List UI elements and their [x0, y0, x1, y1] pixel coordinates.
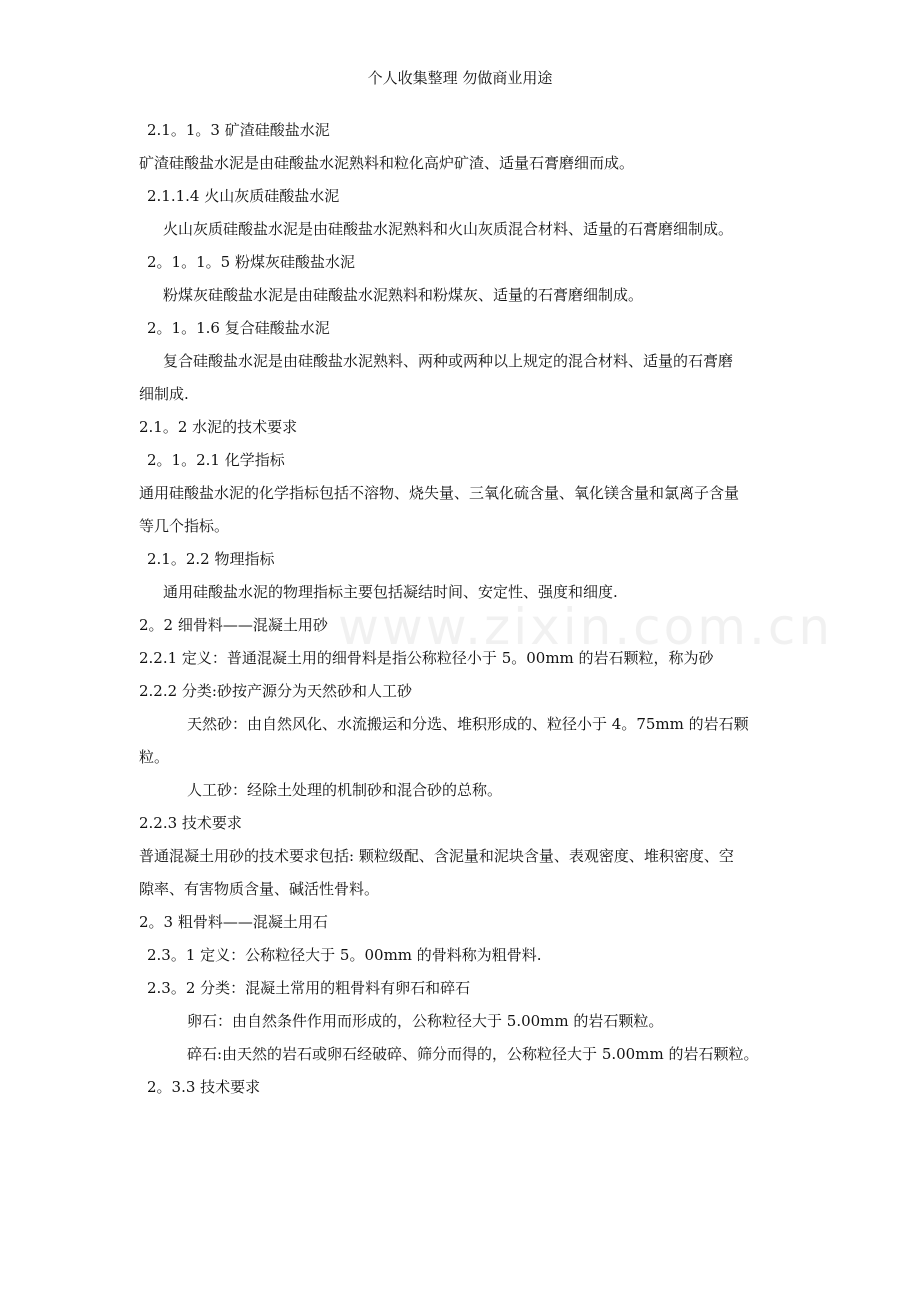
paragraph-line: 粉煤灰硅酸盐水泥是由硅酸盐水泥熟料和粉煤灰、适量的石膏磨细制成。	[163, 286, 644, 304]
paragraph-line: 隙率、有害物质含量、碱活性骨料。	[139, 880, 380, 898]
paragraph-line: 人工砂：经除土处理的机制砂和混合砂的总称。	[187, 781, 503, 799]
page-header: 个人收集整理 勿做商业用途	[367, 69, 553, 87]
paragraph-line: 2.2.2 分类:砂按产源分为天然砂和人工砂	[139, 682, 412, 700]
paragraph-line: 2.3。1 定义：公称粒径大于 5。00mm 的骨料称为粗骨料.	[147, 946, 542, 964]
paragraph-line: 火山灰质硅酸盐水泥是由硅酸盐水泥熟料和火山灰质混合材料、适量的石膏磨细制成。	[163, 220, 734, 238]
section-heading-2-2: 2。2 细骨料——混凝土用砂	[139, 616, 328, 634]
paragraph-line: 等几个指标。	[139, 517, 230, 535]
section-heading-2-1-1-3: 2.1。1。3 矿渣硅酸盐水泥	[147, 121, 330, 139]
section-heading-2-1-1-4: 2.1.1.4 火山灰质硅酸盐水泥	[147, 187, 340, 205]
section-heading-2-1-2-1: 2。1。2.1 化学指标	[147, 451, 285, 469]
paragraph-line: 粒。	[139, 748, 170, 766]
paragraph-line: 矿渣硅酸盐水泥是由硅酸盐水泥熟料和粒化高炉矿渣、适量石膏磨细而成。	[139, 154, 635, 172]
section-heading-2-2-3: 2.2.3 技术要求	[139, 814, 242, 832]
section-heading-2-3-3: 2。3.3 技术要求	[147, 1078, 261, 1096]
section-heading-2-1-2-2: 2.1。2.2 物理指标	[147, 550, 275, 568]
paragraph-line: 通用硅酸盐水泥的化学指标包括不溶物、烧失量、三氧化硫含量、氧化镁含量和氯离子含量	[139, 484, 740, 502]
paragraph-line: 细制成.	[139, 385, 189, 403]
paragraph-line: 2.2.1 定义：普通混凝土用的细骨料是指公称粒径小于 5。00mm 的岩石颗粒，称为砂	[139, 649, 714, 667]
section-heading-2-1-1-5: 2。1。1。5 粉煤灰硅酸盐水泥	[147, 253, 355, 271]
paragraph-line: 2.3。2 分类：混凝土常用的粗骨料有卵石和碎石	[147, 979, 471, 997]
paragraph-line: 复合硅酸盐水泥是由硅酸盐水泥熟料、两种或两种以上规定的混合材料、适量的石膏磨	[163, 352, 734, 370]
section-heading-2-1-1-6: 2。1。1.6 复合硅酸盐水泥	[147, 319, 330, 337]
paragraph-line: 普通混凝土用砂的技术要求包括: 颗粒级配、含泥量和泥块含量、表观密度、堆积密度、空	[139, 847, 734, 865]
section-heading-2-3: 2。3 粗骨料——混凝土用石	[139, 913, 328, 931]
paragraph-line: 碎石:由天然的岩石或卵石经破碎、筛分而得的，公称粒径大于 5.00mm 的岩石颗粒。	[187, 1045, 759, 1063]
document-body	[139, 114, 784, 1104]
paragraph-line: 通用硅酸盐水泥的物理指标主要包括凝结时间、安定性、强度和细度.	[163, 583, 618, 601]
watermark: www.zixin.com.cn	[338, 598, 834, 656]
paragraph-line: 卵石：由自然条件作用而形成的，公称粒径大于 5.00mm 的岩石颗粒。	[187, 1012, 664, 1030]
section-heading-2-1-2: 2.1。2 水泥的技术要求	[139, 418, 298, 436]
paragraph-line: 天然砂：由自然风化、水流搬运和分选、堆积形成的、粒径小于 4。75mm 的岩石颗	[187, 715, 749, 733]
